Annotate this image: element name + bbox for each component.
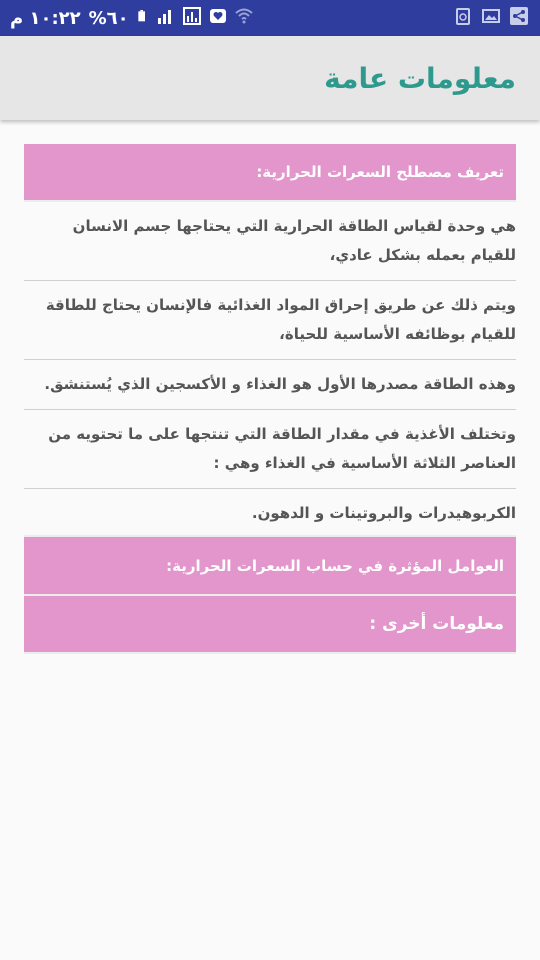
heart-box-icon	[209, 7, 227, 30]
content-list	[24, 144, 516, 654]
image-icon	[482, 7, 500, 29]
status-right	[454, 0, 528, 36]
paragraph-item: وهذه الطاقة مصدرها الأول هو الغذاء و الأكسجين الذي يُستنشق.	[24, 360, 516, 410]
status-left	[10, 0, 253, 36]
paragraph-item: وتختلف الأغذية في مقدار الطاقة التي تنتجها على ما تحتويه من العناصر الثلاثة الأساسية في الغذاء وهي :	[24, 410, 516, 489]
paragraph-item: الكربوهيدرات والبروتينات و الدهون.	[24, 489, 516, 537]
app-bar	[0, 36, 540, 120]
status-battery-percent: %٦٠	[88, 7, 129, 29]
signal-icon	[157, 7, 175, 30]
status-time: ١٠:٢٢ م	[10, 7, 81, 29]
chart-box-icon	[183, 7, 201, 30]
paragraph-item: هي وحدة لقياس الطاقة الحرارية التي يحتاجها جسم الانسان للقيام بعمله بشكل عادي،	[24, 202, 516, 281]
page-title: معلومات عامة	[324, 61, 516, 95]
section-header-calories-definition[interactable]: تعريف مصطلح السعرات الحرارية:	[24, 144, 516, 202]
wifi-icon	[235, 7, 253, 30]
recycle-icon	[454, 7, 472, 29]
paragraph-item: ويتم ذلك عن طريق إحراق المواد الغذائية فالإنسان يحتاج للطاقة للقيام بوظائفه الأساسية للحياة،	[24, 281, 516, 360]
status-bar	[0, 0, 540, 36]
share-icon	[510, 7, 528, 29]
section-header-calories-factors[interactable]: العوامل المؤثرة في حساب السعرات الحرارية:	[24, 537, 516, 596]
battery-icon	[137, 7, 149, 30]
section-header-other-info[interactable]: معلومات أخرى :	[24, 596, 516, 654]
